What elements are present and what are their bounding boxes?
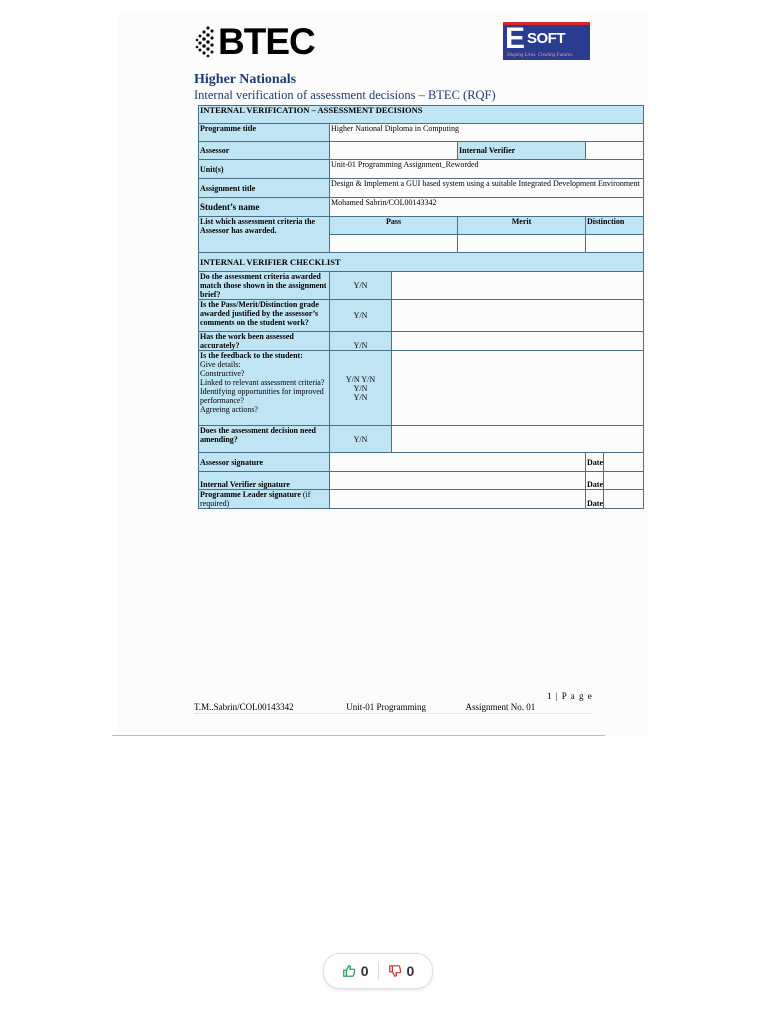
checklist-question: Has the work been assessed accurately? — [199, 332, 330, 351]
pl-signature-label-cell — [199, 490, 330, 509]
pass-header: Pass — [330, 217, 458, 235]
thumbs-down-icon — [388, 964, 402, 978]
section-checklist-title: INTERNAL VERIFIER CHECKLIST — [199, 253, 644, 272]
checklist-question: Is the feedback to the student: — [200, 351, 303, 360]
internal-verifier-field[interactable] — [586, 142, 644, 160]
feedback-line: Constructive? — [200, 369, 245, 378]
checklist-comment-field[interactable] — [392, 351, 644, 426]
footer-unit: Unit-01 Programming — [346, 702, 426, 712]
assessor-label: Assessor — [199, 142, 330, 160]
assignment-title-label: Assignment title — [199, 179, 330, 198]
date-label: Date — [586, 490, 604, 509]
programme-title-value: Higher National Diploma in Computing — [330, 124, 644, 142]
page-number: 1 | P a g e — [547, 691, 593, 701]
btec-logo — [194, 22, 315, 62]
iv-date-field[interactable] — [604, 472, 644, 490]
section-assessment-decisions-title: INTERNAL VERIFICATION – ASSESSMENT DECISIONS — [199, 106, 644, 124]
feedback-line: Linked to relevant assessment criteria? — [200, 378, 325, 387]
thumbs-up-icon — [342, 964, 356, 978]
merit-criteria-field[interactable] — [458, 235, 586, 253]
units-value: Unit-01 Programming Assignment_Reworded — [330, 160, 644, 179]
checklist-comment-field[interactable] — [392, 332, 644, 351]
esoft-logo-e: E — [505, 22, 526, 55]
iv-signature-field[interactable] — [330, 472, 586, 490]
distinction-header: Distinction — [586, 217, 644, 235]
checklist-comment-field[interactable] — [392, 426, 644, 453]
checklist-question: Does the assessment decision need amending? — [199, 426, 330, 453]
feedback-line: Identifying opportunities for improved performance? — [200, 387, 324, 405]
feedback-line: Agreeing actions? — [200, 405, 258, 414]
btec-wordmark: BTEC — [218, 21, 315, 62]
criteria-label: List which assessment criteria the Assessor has awarded. — [199, 217, 330, 253]
checklist-question: Is the Pass/Merit/Distinction grade awarded justified by the assessor’s comments on the student work? — [199, 300, 330, 332]
assignment-title-value: Design & Implement a GUI based system using a suitable Integrated Development Environment — [330, 179, 644, 198]
programme-title-label: Programme title — [199, 124, 330, 142]
internal-verifier-label: Internal Verifier — [458, 142, 586, 160]
esoft-tagline: Shaping Lives. Creating Futures. — [507, 53, 574, 58]
page-separator — [112, 735, 605, 736]
esoft-logo-soft: SOFT — [527, 30, 565, 47]
date-label: Date — [586, 472, 604, 490]
assessor-signature-field[interactable] — [330, 453, 586, 472]
checklist-comment-field[interactable] — [392, 300, 644, 332]
footer-assignment: Assignment No. 01 — [465, 702, 536, 712]
units-label: Unit(s) — [199, 160, 330, 179]
student-name-value: Mohamed Sabrin/COL00143342 — [330, 198, 644, 217]
document-title: Higher Nationals — [194, 72, 297, 87]
assessor-field[interactable] — [330, 142, 458, 160]
date-label: Date — [586, 453, 604, 472]
checklist-question: Do the assessment criteria awarded match those shown in the assignment brief? — [199, 272, 330, 300]
iv-signature-label: Internal Verifier signature — [199, 472, 330, 490]
checklist-answer: Y/N — [330, 332, 392, 351]
pl-signature-label: Programme Leader signature — [200, 490, 301, 499]
feedback-line: Give details: — [200, 360, 241, 369]
feedback-question-cell — [199, 351, 330, 426]
student-name-label: Student’s name — [199, 198, 330, 217]
page-footer — [194, 702, 535, 712]
assessor-signature-label: Assessor signature — [199, 453, 330, 472]
feedback-pill — [323, 953, 433, 989]
pl-date-field[interactable] — [604, 490, 644, 509]
verification-form — [198, 105, 644, 509]
btec-dots-icon — [194, 25, 216, 59]
assessor-date-field[interactable] — [604, 453, 644, 472]
esoft-logo — [503, 22, 590, 60]
checklist-answer: Y/N — [353, 383, 368, 393]
footer-student: T.M..Sabrin/COL00143342 — [194, 702, 294, 712]
checklist-answer: Y/N — [330, 272, 392, 300]
merit-header: Merit — [458, 217, 586, 235]
distinction-criteria-field[interactable] — [586, 235, 644, 253]
checklist-answer: Y/N — [353, 392, 368, 402]
pl-signature-note: (if required) — [200, 490, 311, 508]
feedback-answers-cell — [330, 351, 392, 426]
like-count: 0 — [360, 963, 369, 979]
pass-criteria-field[interactable] — [330, 235, 458, 253]
dislike-button[interactable] — [379, 963, 424, 979]
checklist-answer: Y/N — [330, 426, 392, 453]
document-subtitle: Internal verification of assessment decisions – BTEC (RQF) — [194, 88, 496, 102]
footer-divider — [194, 713, 591, 714]
pl-signature-field[interactable] — [330, 490, 586, 509]
checklist-answer: Y/N — [330, 300, 392, 332]
checklist-answer: Y/N Y/N — [345, 374, 376, 384]
dislike-count: 0 — [406, 963, 415, 979]
checklist-comment-field[interactable] — [392, 272, 644, 300]
like-button[interactable] — [333, 963, 378, 979]
